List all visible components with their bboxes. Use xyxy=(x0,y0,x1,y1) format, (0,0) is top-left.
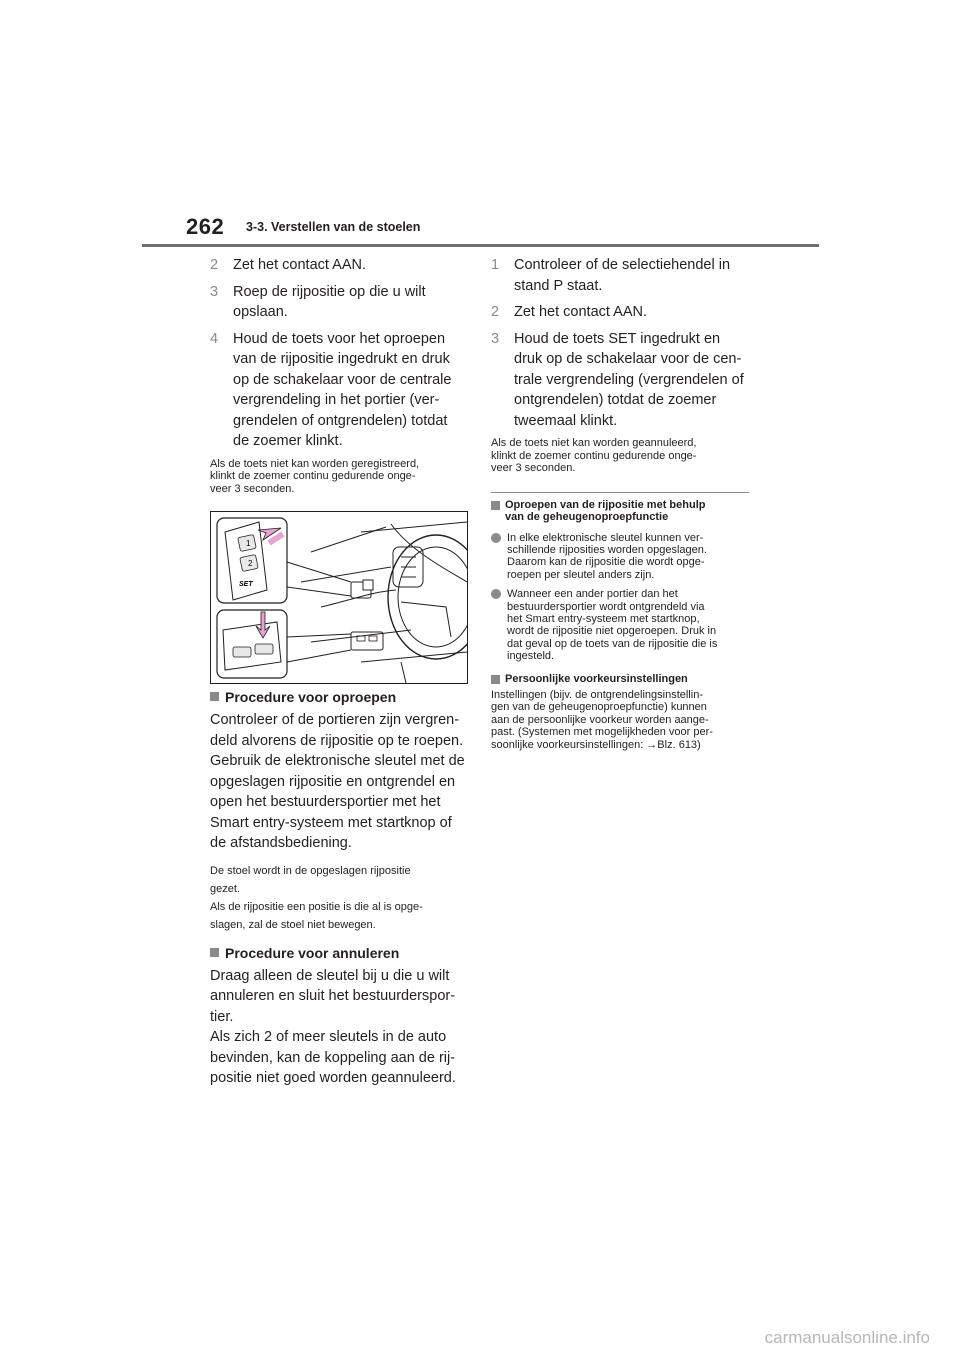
body-line: bevinden, kan de koppeling aan de rij- xyxy=(210,1049,456,1066)
bullet-line: bestuurdersportier wordt ontgrendeld via xyxy=(507,600,705,613)
body-line: opgeslagen rijpositie en ontgrendel en xyxy=(210,773,456,790)
bullet-line: Wanneer een ander portier dan het xyxy=(507,588,678,601)
section-heading-voorkeur xyxy=(491,673,753,686)
section-heading-text: Procedure voor oproepen xyxy=(225,689,397,705)
body-line: tier. xyxy=(210,1008,234,1025)
body-line: gen van de geheugenoproepfunctie) kunnen xyxy=(491,701,707,714)
section-body xyxy=(210,966,468,1089)
step-text: Houd de toets SET ingedrukt en xyxy=(514,330,721,347)
body-line: soonlijke voorkeursinstellingen: →Blz. 613) xyxy=(491,738,701,751)
body-line: de afstandsbediening. xyxy=(210,835,352,851)
step-text: Zet het contact AAN. xyxy=(233,257,366,273)
body-line: Controleer of de portieren zijn vergren- xyxy=(210,712,460,728)
step-text: trale vergrendeling (vergrendelen of xyxy=(514,371,744,388)
step-text: Houd de toets voor het oproepen xyxy=(233,330,446,347)
left-column xyxy=(210,255,468,495)
step-number: 1 xyxy=(491,257,500,273)
section-heading-oproepen xyxy=(210,688,468,706)
note-line: veer 3 seconden. xyxy=(491,462,576,474)
watermark: carmanualsonline.info xyxy=(764,1328,930,1347)
button-label: SET xyxy=(239,581,253,588)
note-line: Als de toets niet kan worden geregistreerd, xyxy=(210,457,420,470)
section-body xyxy=(210,710,468,854)
step-text: druk op de schakelaar voor de cen- xyxy=(514,351,742,367)
note-line: veer 3 seconden. xyxy=(210,482,295,495)
section-heading-geheugen xyxy=(491,499,753,524)
button-label: 1 xyxy=(246,539,251,548)
note-register xyxy=(210,458,468,496)
bullet-line: ingesteld. xyxy=(507,650,555,663)
list-item xyxy=(491,532,753,582)
illustration-door-switches xyxy=(210,511,468,684)
note-line: klinkt de zoemer continu gedurende onge- xyxy=(210,470,416,482)
step-text: op de schakelaar voor de centrale xyxy=(233,371,452,388)
step-number: 4 xyxy=(210,330,219,347)
header-rule xyxy=(142,244,819,247)
square-bullet-icon xyxy=(491,501,500,510)
section-heading-text: Oproepen van de rijpositie met behulp xyxy=(505,498,706,511)
list-item xyxy=(491,588,753,662)
section-body xyxy=(491,689,753,751)
note-line: Als de rijpositie een positie is die al is opge- xyxy=(210,900,423,913)
step-text: van de rijpositie ingedrukt en druk xyxy=(233,351,450,367)
step-text: de zoemer klinkt. xyxy=(233,433,343,449)
step xyxy=(210,329,468,452)
step-text: stand P staat. xyxy=(514,277,603,294)
section-heading-annuleren xyxy=(210,944,468,962)
bullet-dot-icon xyxy=(491,533,501,543)
right-column xyxy=(491,255,753,751)
step xyxy=(210,255,468,276)
note-line: klinkt de zoemer continu gedurende onge- xyxy=(491,449,697,462)
note-line: slagen, zal de stoel niet bewegen. xyxy=(210,918,376,931)
square-bullet-icon xyxy=(210,948,219,957)
page-number: 262 xyxy=(186,214,225,239)
note-line: De stoel wordt in de opgeslagen rijpositie xyxy=(210,864,411,877)
body-line: Gebruik de elektronische sleutel met de xyxy=(210,753,465,769)
square-bullet-icon xyxy=(491,675,500,684)
button-label: 2 xyxy=(248,559,253,568)
step xyxy=(491,329,753,432)
section-heading-text: Procedure voor annuleren xyxy=(225,944,400,961)
step-text: tweemaal klinkt. xyxy=(514,412,618,429)
step-text: Controleer of de selectiehendel in xyxy=(514,257,731,273)
note-line: Als de toets niet kan worden geannuleerd, xyxy=(491,437,697,449)
square-bullet-icon xyxy=(210,692,219,701)
body-line: Instellingen (bijv. de ontgrendelingsinstellin- xyxy=(491,689,703,702)
step-text: grendelen of ontgrendelen) totdat xyxy=(233,412,448,429)
note-cancel xyxy=(491,437,753,475)
bullet-dot-icon xyxy=(491,589,501,599)
step-text: Roep de rijpositie op die u wilt xyxy=(233,283,426,300)
body-line: Als zich 2 of meer sleutels in de auto xyxy=(210,1029,447,1045)
bullet-line: wordt de rijpositie niet opgeroepen. Druk in xyxy=(507,625,717,638)
section-divider xyxy=(491,492,749,493)
left-column-lower xyxy=(210,688,468,1089)
body-line: Draag alleen de sleutel bij u die u wilt xyxy=(210,967,450,984)
bullet-line: schillende rijposities worden opgeslagen. xyxy=(507,543,707,556)
step-text: vergrendeling in het portier (ver- xyxy=(233,392,440,408)
body-line: deld alvorens de rijpositie op te roepen. xyxy=(210,732,464,749)
body-line: positie niet goed worden geannuleerd. xyxy=(210,1070,456,1086)
bullet-line: Daarom kan de rijpositie die wordt opge- xyxy=(507,556,705,569)
bullet-line: roepen per sleutel anders zijn. xyxy=(507,568,655,581)
step xyxy=(210,282,468,323)
step-text: opslaan. xyxy=(233,304,288,320)
section-title: 3-3. Verstellen van de stoelen xyxy=(246,220,421,234)
step-text: ontgrendelen) totdat de zoemer xyxy=(514,392,717,408)
bullet-line: het Smart entry-systeem met startknop, xyxy=(507,612,700,625)
body-line: open het bestuurdersportier met het xyxy=(210,794,441,810)
step xyxy=(491,302,753,323)
step-list-left xyxy=(210,255,468,452)
door-illustration xyxy=(211,512,467,683)
body-line: aan de persoonlijke voorkeur worden aange- xyxy=(491,713,709,726)
note-line: gezet. xyxy=(210,882,240,895)
step xyxy=(491,255,753,296)
bullet-line: In elke elektronische sleutel kunnen ver- xyxy=(507,531,704,544)
body-line: annuleren en sluit het bestuurderspor- xyxy=(210,988,456,1004)
section-note xyxy=(210,862,468,934)
step-number: 3 xyxy=(491,330,500,347)
section-heading-text: van de geheugenoproepfunctie xyxy=(505,511,669,523)
body-line: past. (Systemen met mogelijkheden voor per- xyxy=(491,726,713,739)
step-text: Zet het contact AAN. xyxy=(514,304,647,320)
step-number: 2 xyxy=(491,304,500,320)
section-heading-text: Persoonlijke voorkeursinstellingen xyxy=(505,672,688,685)
body-line: Smart entry-systeem met startknop of xyxy=(210,814,452,831)
step-number: 3 xyxy=(210,283,219,300)
step-number: 2 xyxy=(210,257,219,273)
bullet-line: dat geval op de toets van de rijpositie die is xyxy=(507,637,718,650)
